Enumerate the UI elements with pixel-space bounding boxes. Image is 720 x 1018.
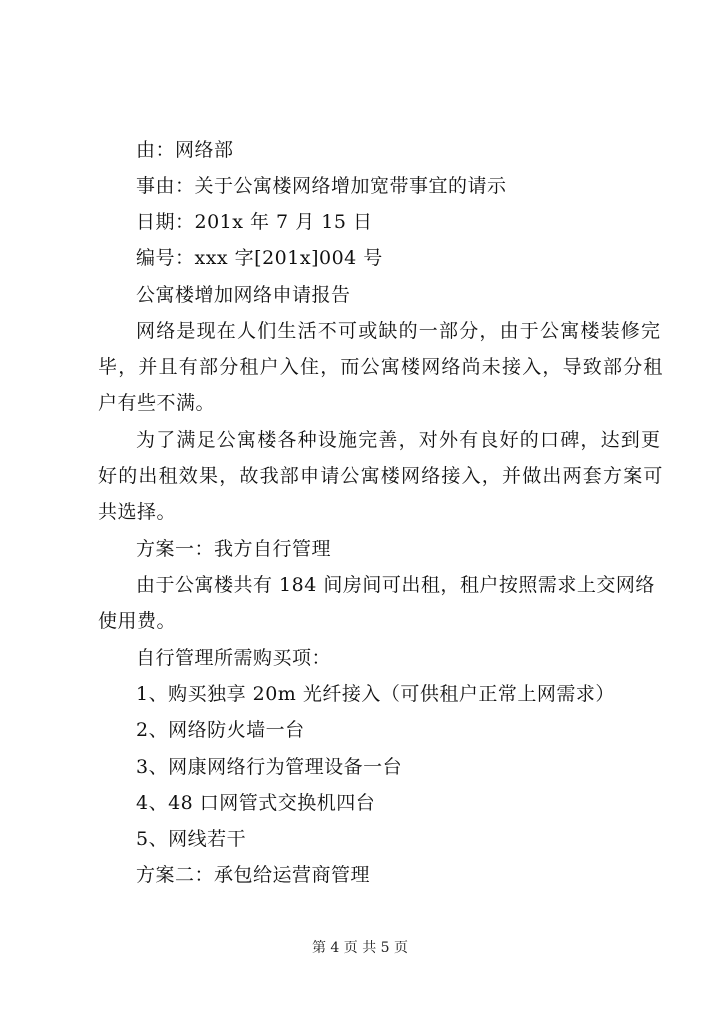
list-item: 5、网线若干 [136,828,247,850]
number-line: 编号：xxx 字[201x]004 号 [136,247,383,269]
page-footer: 第 4 页 共 5 页 [311,940,409,956]
plan-1-desc-line-2: 使用费。 [98,610,177,632]
purchase-heading: 自行管理所需购买项： [136,647,332,669]
subject-line: 事由：关于公寓楼网络增加宽带事宜的请示 [136,175,507,197]
list-item: 2、网络防火墙一台 [136,719,305,741]
list-item: 1、购买独享 20m 光纤接入（可供租户正常上网需求） [136,683,615,705]
paragraph-2-line-3: 共选择。 [98,501,177,523]
from-line: 由：网络部 [136,139,234,161]
plan-1-desc-line-1: 由于公寓楼共有 184 间房间可出租，租户按照需求上交网络 [136,574,655,596]
list-item: 4、48 口网管式交换机四台 [136,792,376,814]
list-item: 3、网康网络行为管理设备一台 [136,756,403,778]
plan-2-heading: 方案二：承包给运营商管理 [136,864,371,886]
plan-1-heading: 方案一：我方自行管理 [136,538,332,560]
paragraph-1-line-3: 户有些不满。 [98,392,216,414]
report-title: 公寓楼增加网络申请报告 [136,284,351,306]
date-line: 日期：201x 年 7 月 15 日 [136,211,373,233]
paragraph-2-line-1: 为了满足公寓楼各种设施完善，对外有良好的口碑，达到更 [136,429,662,451]
paragraph-1-line-2: 毕，并且有部分租户入住，而公寓楼网络尚未接入，导致部分租 [98,356,664,378]
paragraph-2-line-2: 好的出租效果，故我部申请公寓楼网络接入，并做出两套方案可 [98,465,664,487]
paragraph-1-line-1: 网络是现在人们生活不可或缺的一部分，由于公寓楼装修完 [136,320,662,342]
